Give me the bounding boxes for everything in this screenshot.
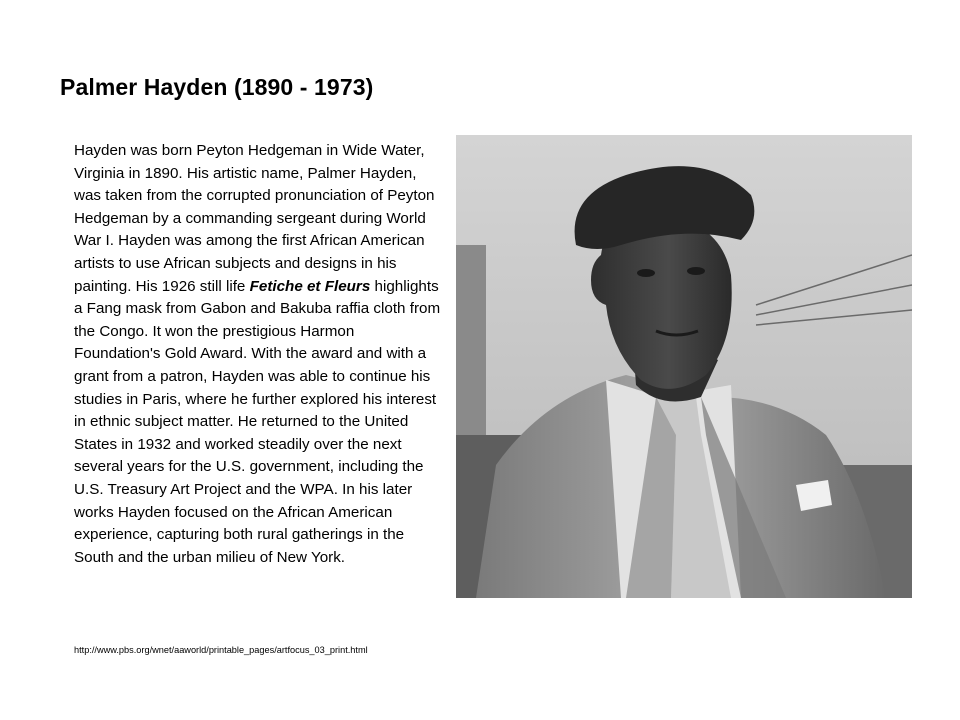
biography-paragraph (74, 140, 442, 569)
photo-left-eye (637, 269, 655, 277)
portrait-photo-illustration (456, 135, 912, 598)
biography-text-part-1: Hayden was born Peyton Hedgeman in Wide Water, Virginia in 1890. His artistic name, Palmer Hayden, was taken from the corrupted pronunciation of Peyton Hedgeman by a commanding sergeant during World War I. Hayden was among the first African American artists to use African subjects and designs in his painting. His 1926 still life (74, 142, 435, 295)
portrait-photo (456, 135, 912, 598)
slide-title: Palmer Hayden (1890 - 1973) (60, 74, 374, 100)
artwork-title: Fetiche et Fleurs (249, 277, 371, 295)
source-link[interactable]: http://www.pbs.org/wnet/aaworld/printable_pages/artfocus_03_print.html (74, 645, 368, 655)
biography-text-part-2: highlights a Fang mask from Gabon and Bakuba raffia cloth from the Congo. It won the prestigious Harmon Foundation's Gold Award. With the award and with a grant from a patron, Hayden was able to continue his studies in Paris, where he further explored his interest in ethnic subject matter. He returned to the United States in 1932 and worked steadily over the next several years for the U.S. government, including the U.S. Treasury Art Project and the WPA. In his later works Hayden focused on the African American experience, capturing both rural gatherings in the South and the urban milieu of New York. (74, 277, 441, 566)
photo-right-eye (687, 267, 705, 275)
